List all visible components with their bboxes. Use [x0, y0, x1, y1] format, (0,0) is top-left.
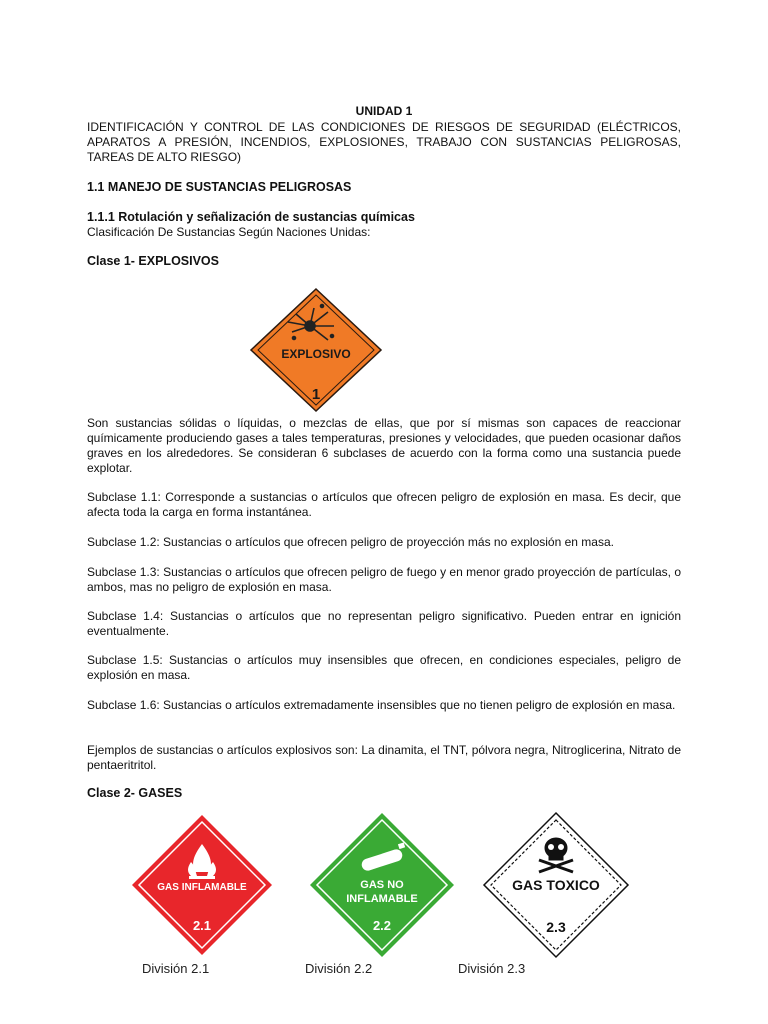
flammable-gas-diamond-icon: [129, 812, 275, 958]
unit-title: UNIDAD 1: [355, 104, 413, 118]
explosive-diamond-icon: [248, 286, 384, 414]
explosive-placard: [248, 286, 384, 414]
division-2-3-number: 2.3: [546, 919, 566, 935]
subclass-1-1: Subclase 1.1: Corresponde a sustancias o artículos que ofrecen peligro de explosión en masa. Es decir, que afecta toda la carga en forma instantánea.: [87, 490, 681, 519]
explosive-class-number: 1: [311, 386, 321, 403]
division-2-2-label-line2: INFLAMABLE: [346, 893, 418, 905]
subclass-1-4: Subclase 1.4: Sustancias o artículos que no representan peligro significativo. Pueden entrar en ignición eventualmente.: [87, 609, 681, 638]
division-2-2-caption: División 2.2: [305, 961, 373, 976]
division-2-2-number: 2.2: [372, 918, 392, 933]
subclass-1-3: Subclase 1.3: Sustancias o artículos que ofrecen peligro de fuego y en menor grado proyección de partículas, o ambos, mas no peligro de explosión en masa.: [87, 565, 681, 594]
subclass-1-5: Subclase 1.5: Sustancias o artículos muy insensibles que ofrecen, en condiciones especiales, peligro de explosión en masa.: [87, 653, 681, 682]
class1-description: Son sustancias sólidas o líquidas, o mezclas de ellas, que por sí mismas son capaces de reaccionar químicamente produciendo gases a tales temperaturas, presiones y velocidades, que pueden ocasionar daños graves en los alrededores. Se consideran 6 subclases de acuerdo con la forma como una sustancia puede explotar.: [87, 416, 681, 475]
division-2-1-number: 2.1: [192, 918, 212, 933]
division-2-1-label: GAS INFLAMABLE: [157, 882, 247, 893]
class1-heading: Clase 1- EXPLOSIVOS: [87, 254, 219, 268]
division-2-3-caption: División 2.3: [458, 961, 526, 976]
explosive-label-text: EXPLOSIVO: [281, 347, 351, 361]
division-2-2-label-line1: GAS NO: [360, 879, 404, 891]
subsection-heading: 1.1.1 Rotulación y señalización de sustancias químicas: [87, 210, 415, 224]
subclass-1-2: Subclase 1.2: Sustancias o artículos que ofrecen peligro de proyección más no explosión en masa.: [87, 535, 614, 549]
division-2-2-placard: [307, 810, 457, 960]
non-flammable-gas-diamond-icon: [307, 810, 457, 960]
division-2-1-placard: [129, 812, 275, 958]
division-2-1-caption: División 2.1: [142, 961, 210, 976]
subclass-1-6: Subclase 1.6: Sustancias o artículos extremadamente insensibles que no tienen peligro de explosión en masa.: [87, 698, 676, 712]
class2-heading: Clase 2- GASES: [87, 786, 183, 800]
document-page: [87, 0, 681, 1024]
division-2-3-placard: [481, 810, 631, 960]
toxic-gas-diamond-icon: [481, 810, 631, 960]
classification-intro: Clasificación De Sustancias Según Naciones Unidas:: [87, 225, 371, 239]
division-2-3-label: GAS TOXICO: [512, 877, 600, 893]
unit-subtitle: IDENTIFICACIÓN Y CONTROL DE LAS CONDICIONES DE RIESGOS DE SEGURIDAD (ELÉCTRICOS, APARATOS A PRESIÓN, INCENDIOS, EXPLOSIONES, TRABAJO CON SUSTANCIAS PELIGROSAS, TAREAS DE ALTO RIESGO): [87, 120, 681, 164]
class1-examples: Ejemplos de sustancias o artículos explosivos son: La dinamita, el TNT, pólvora negra, Nitroglicerina, Nitrato de pentaeritritol.: [87, 743, 681, 772]
section-heading: 1.1 MANEJO DE SUSTANCIAS PELIGROSAS: [87, 180, 352, 194]
